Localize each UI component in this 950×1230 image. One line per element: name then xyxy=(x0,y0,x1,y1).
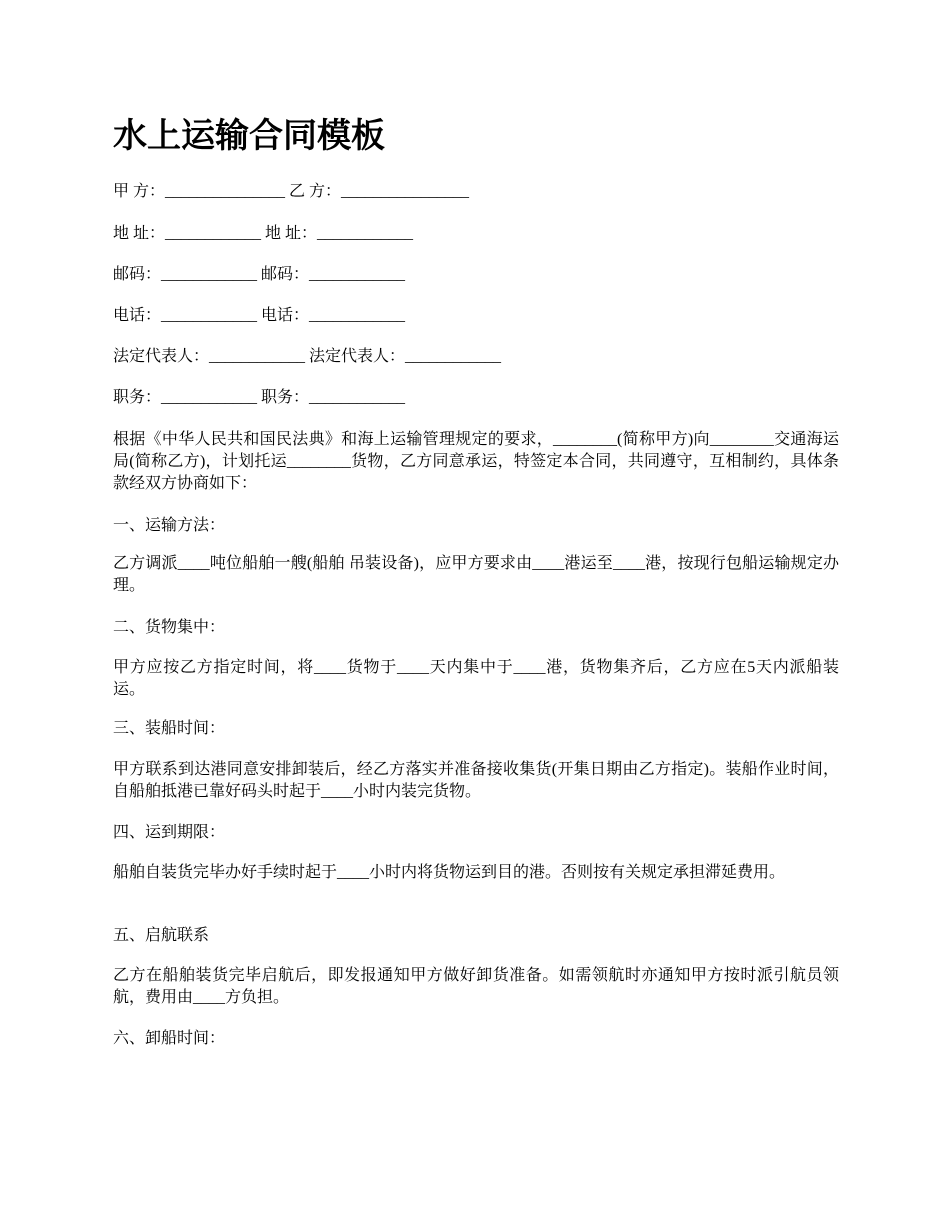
section-body-2: 甲方应按乙方指定时间，将____货物于____天内集中于____港，货物集齐后，乙方应在5天内派船装运。 xyxy=(113,659,839,698)
section-body-1: 乙方调派____吨位船舶一艘(船舶 吊装设备)，应甲方要求由____港运至____港，按现行包船运输规定办理。 xyxy=(113,555,839,594)
section-heading-1: 一、运输方法： xyxy=(113,517,226,534)
section-heading-3: 三、装船时间： xyxy=(113,720,226,737)
section-body-3: 甲方联系到达港同意安排卸装后，经乙方落实并准备接收集货(开集日期由乙方指定)。装船作业时间，自船舶抵港已靠好码头时起于____小时内装完货物。 xyxy=(113,761,839,800)
party-line-parties: 甲 方：_______________ 乙 方：________________ xyxy=(113,183,470,200)
party-line-legal-representative: 法定代表人：____________ 法定代表人：____________ xyxy=(113,348,502,365)
intro-paragraph: 根据《中华人民共和国民法典》和海上运输管理规定的要求，________(简称甲方)向________交通海运局(简称乙方)，计划托运________货物，乙方同意承运，特签定本合同，共同遵守，互相制约，具体条款经双方协商如下： xyxy=(113,431,839,492)
document-title: 水上运输合同模板 xyxy=(113,116,385,156)
party-line-phone: 电话：____________ 电话：____________ xyxy=(113,307,406,324)
party-line-postcode: 邮码：____________ 邮码：____________ xyxy=(113,266,406,283)
party-line-position: 职务：____________ 职务：____________ xyxy=(113,389,406,406)
section-body-5: 乙方在船舶装货完毕启航后，即发报通知甲方做好卸货准备。如需领航时亦通知甲方按时派引航员领航，费用由____方负担。 xyxy=(113,967,839,1006)
section-heading-2: 二、货物集中： xyxy=(113,619,226,636)
section-body-4: 船舶自装货完毕办好手续时起于____小时内将货物运到目的港。否则按有关规定承担滞延费用。 xyxy=(113,864,786,881)
section-heading-6: 六、卸船时间： xyxy=(113,1030,226,1047)
section-heading-4: 四、运到期限： xyxy=(113,824,226,841)
party-line-address: 地 址：____________ 地 址：____________ xyxy=(113,225,414,242)
section-heading-5: 五、启航联系 xyxy=(113,927,210,944)
